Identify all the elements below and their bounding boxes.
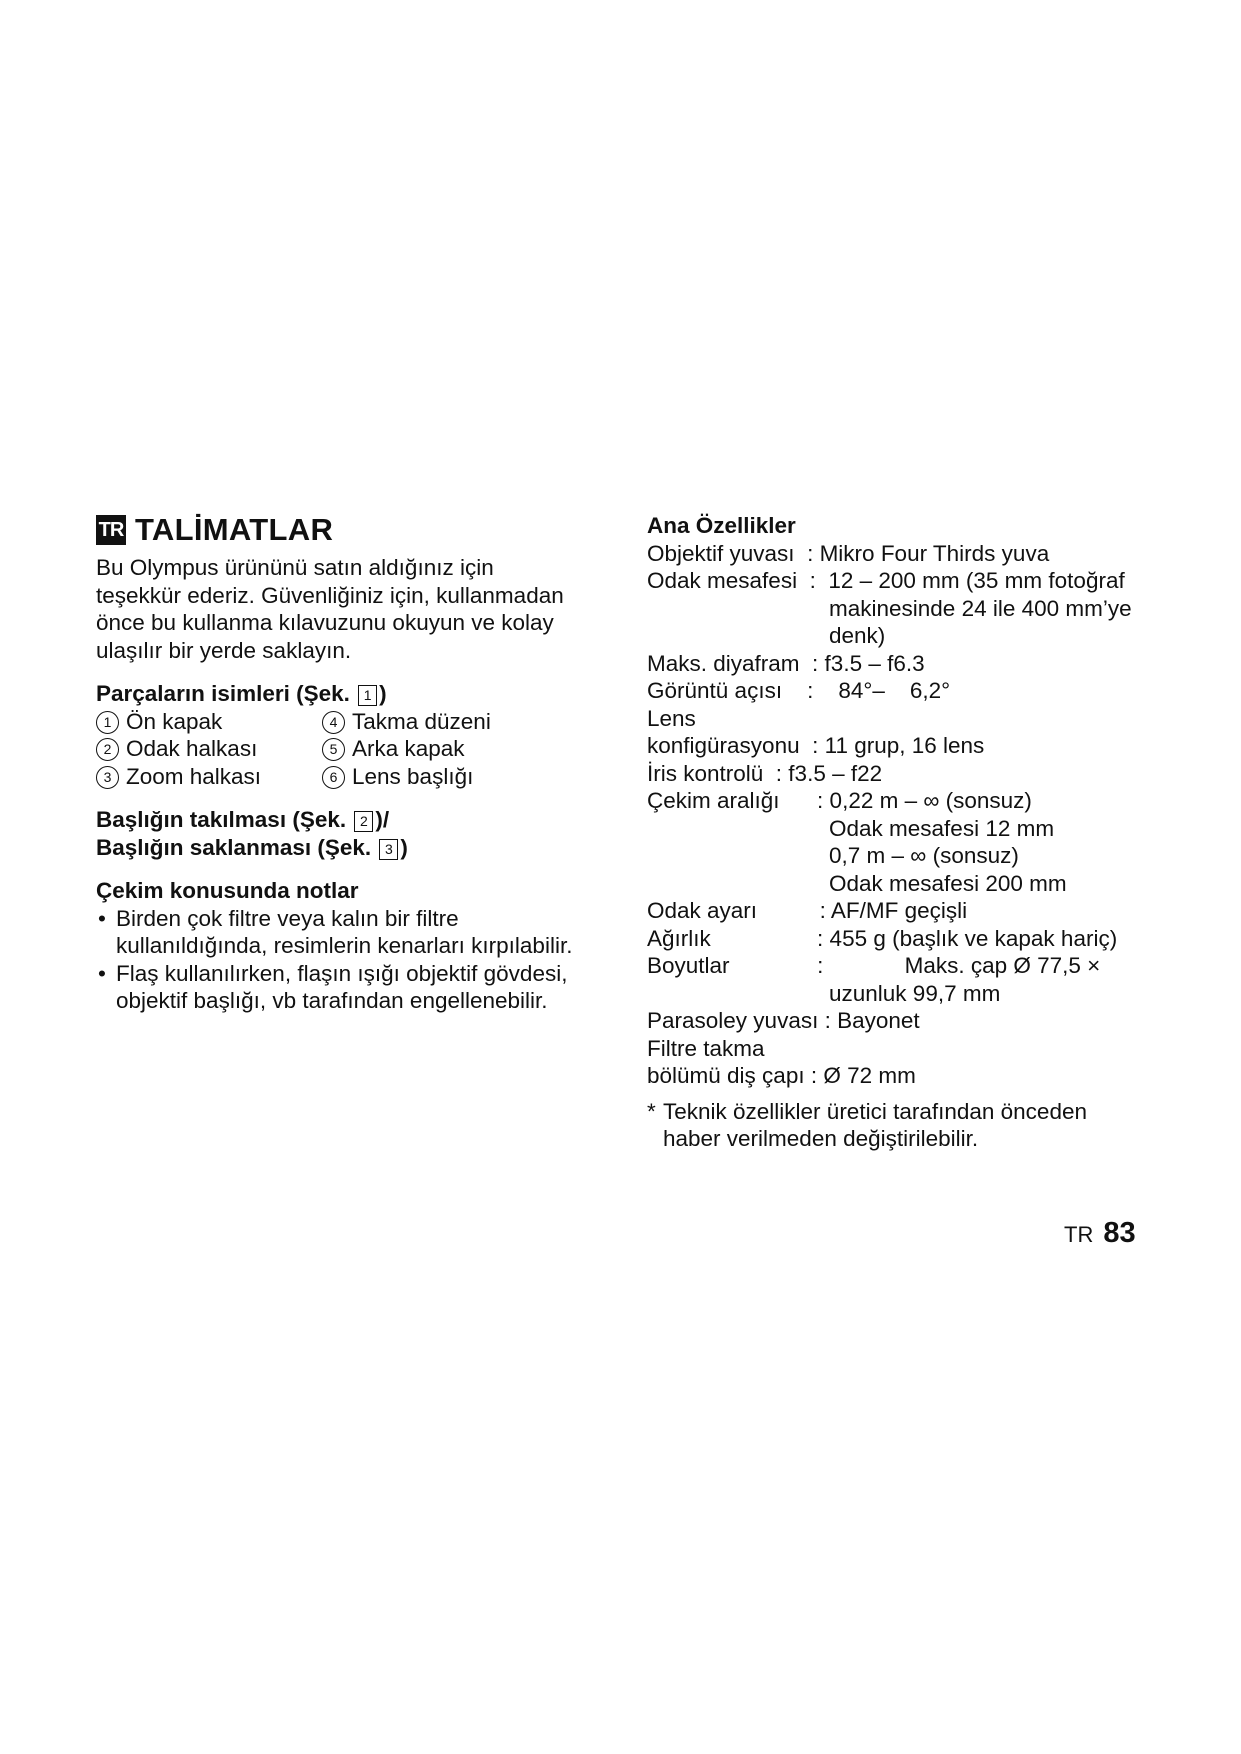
spec-value: : 11 grup, 16 lens — [812, 733, 985, 758]
part-label: Arka kapak — [352, 736, 465, 761]
spec-continuation: makinesinde 24 ile 400 mm’ye — [829, 595, 1132, 621]
part-number: 3 — [96, 766, 119, 789]
specs-table — [647, 540, 1167, 1090]
spec-label: Parasoley yuvası — [647, 1008, 825, 1033]
spec-continuation: denk) — [829, 623, 886, 648]
hood-store-heading — [96, 834, 616, 862]
note-line: Birden çok filtre veya kalın bir filtre — [116, 905, 459, 931]
spec-label: Objektif yuvası — [647, 540, 808, 566]
footnote-star: * — [647, 1098, 656, 1124]
spec-row — [647, 925, 1167, 953]
part-item — [96, 763, 322, 791]
right-column — [647, 512, 1167, 1153]
parts-list — [96, 708, 616, 791]
section-heading — [96, 510, 616, 550]
spec-value: : f3.5 – f22 — [775, 760, 883, 786]
spec-row — [647, 787, 1167, 815]
figure-ref-3: 3 — [379, 839, 398, 860]
note-line: objektif başlığı, vb tarafından engellenebilir. — [116, 988, 548, 1013]
spec-row — [647, 650, 1167, 678]
part-label: Lens başlığı — [352, 763, 474, 789]
left-column — [96, 510, 616, 1015]
bullet-icon: • — [98, 960, 106, 986]
page-number: 83 — [1103, 1217, 1136, 1249]
spec-row — [647, 1007, 1167, 1035]
page-title: TALİMATLAR — [135, 512, 334, 547]
note-line: kullanıldığında, resimlerin kenarları kırpılabilir. — [116, 933, 573, 958]
note-line: Flaş kullanılırken, flaşın ışığı objektif gövdesi, — [116, 960, 568, 986]
footer-language: TR — [1064, 1222, 1094, 1247]
part-label: Zoom halkası — [126, 763, 262, 789]
spec-label: Ağırlık — [647, 925, 818, 951]
spec-label: Lens — [647, 705, 696, 731]
spec-label: bölümü diş çapı — [647, 1063, 811, 1088]
part-item — [322, 763, 582, 791]
part-item — [96, 708, 322, 736]
specs-heading: Ana Özellikler — [647, 513, 796, 538]
part-item — [322, 735, 582, 763]
spec-value: : 84°– 6,2° — [807, 678, 951, 703]
spec-label: Odak ayarı — [647, 898, 820, 923]
spec-continuation: Odak mesafesi 200 mm — [829, 870, 1067, 896]
part-number: 6 — [322, 766, 345, 789]
spec-value: : Maks. çap Ø 77,5 × — [817, 953, 1101, 978]
page-footer — [1064, 1217, 1136, 1250]
intro-paragraph — [96, 554, 616, 664]
spec-continuation: 0,7 m – ∞ (sonsuz) — [829, 843, 1019, 868]
part-number: 2 — [96, 738, 119, 761]
parts-heading-text: Parçaların isimleri (Şek. — [96, 681, 350, 706]
hood-attach-text: Başlığın takılması (Şek. — [96, 807, 347, 832]
hood-store-text: Başlığın saklanması (Şek. — [96, 834, 372, 860]
spec-row — [647, 567, 1167, 595]
part-item — [322, 708, 582, 736]
part-label: Odak halkası — [126, 736, 258, 761]
spec-row — [647, 1035, 1167, 1063]
parts-heading — [96, 680, 616, 708]
hood-attach-end: )/ — [375, 807, 390, 832]
hood-store-end: ) — [400, 834, 408, 860]
figure-ref-1: 1 — [358, 685, 377, 706]
spec-label: Maks. diyafram — [647, 650, 813, 676]
spec-value: : AF/MF geçişli — [819, 898, 968, 923]
part-number: 4 — [322, 711, 345, 734]
spec-value: : Bayonet — [824, 1008, 920, 1033]
spec-label: Boyutlar — [647, 953, 818, 978]
footnote-line: haber verilmeden değiştirilebilir. — [663, 1126, 979, 1151]
notes-heading: Çekim konusunda notlar — [96, 878, 359, 903]
spec-value: : Mikro Four Thirds yuva — [807, 540, 1050, 566]
bullet-icon: • — [98, 905, 106, 931]
spec-label: Odak mesafesi — [647, 568, 810, 593]
spec-continuation: Odak mesafesi 12 mm — [829, 815, 1055, 841]
footnote-line: Teknik özellikler üretici tarafından önceden — [663, 1098, 1087, 1124]
intro-line: Bu Olympus ürününü satın aldığınız için — [96, 555, 494, 580]
spec-continuation: uzunluk 99,7 mm — [829, 980, 1001, 1006]
spec-row — [647, 705, 1167, 733]
part-number: 5 — [322, 738, 345, 761]
part-label: Ön kapak — [126, 708, 223, 734]
spec-row — [647, 1062, 1167, 1090]
language-badge: TR — [96, 515, 126, 545]
spec-row — [647, 540, 1167, 568]
intro-line: önce bu kullanma kılavuzunu okuyun ve kolay — [96, 610, 554, 635]
spec-row — [647, 677, 1167, 705]
note-item — [96, 905, 616, 960]
intro-line: teşekkür ederiz. Güvenliğiniz için, kullanmadan — [96, 582, 564, 608]
spec-value: : Ø 72 mm — [810, 1063, 916, 1088]
spec-row — [647, 952, 1167, 980]
figure-ref-2: 2 — [354, 811, 373, 832]
part-label: Takma düzeni — [352, 708, 491, 734]
parts-heading-end: ) — [379, 681, 387, 706]
spec-value: : 0,22 m – ∞ (sonsuz) — [817, 788, 1032, 813]
spec-value: : 455 g (başlık ve kapak hariç) — [817, 925, 1118, 951]
spec-row — [647, 897, 1167, 925]
spec-label: Görüntü açısı — [647, 678, 808, 703]
intro-line: ulaşılır bir yerde saklayın. — [96, 637, 352, 663]
spec-label: konfigürasyonu — [647, 733, 813, 758]
part-number: 1 — [96, 711, 119, 734]
spec-row — [647, 732, 1167, 760]
note-item — [96, 960, 616, 1015]
spec-value: : 12 – 200 mm (35 mm fotoğraf — [809, 568, 1125, 593]
spec-label: Filtre takma — [647, 1035, 765, 1061]
spec-label: İris kontrolü — [647, 760, 776, 786]
spec-value: : f3.5 – f6.3 — [812, 650, 925, 676]
footnote — [647, 1098, 1167, 1153]
hood-attach-heading — [96, 806, 616, 834]
part-item — [96, 735, 322, 763]
spec-label: Çekim aralığı — [647, 788, 818, 813]
spec-row — [647, 760, 1167, 788]
